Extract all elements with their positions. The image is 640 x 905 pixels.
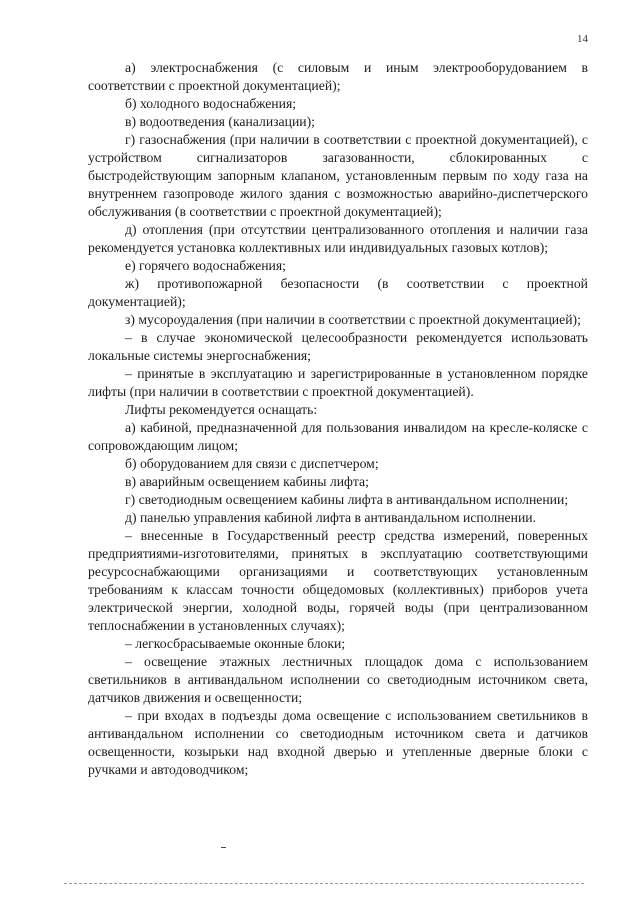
paragraph-cold-water: б) холодного водоснабжения; (125, 96, 297, 111)
paragraph-fire-safety: ж) противопожарной безопасности (в соответствии с проектной документацией); (88, 276, 588, 309)
paragraph-local-energy: – в случае экономической целесообразности рекомендуется использовать локальные системы энергоснабжения; (88, 330, 588, 363)
paragraph-hot-water: е) горячего водоснабжения; (125, 258, 286, 273)
paragraph-emergency-lighting: в) аварийным освещением кабины лифта; (125, 474, 369, 489)
paragraph-stairwell-lighting: – освещение этажных лестничных площадок дома с использованием светильников в антивандальном исполнении со светодиодным источником света, датчиков движения и освещенности; (88, 654, 588, 705)
document-body (88, 59, 588, 779)
paragraph-led-lighting: г) светодиодным освещением кабины лифта в антивандальном исполнении; (125, 492, 569, 507)
stray-mark (221, 847, 226, 848)
paragraph-dispatcher-link: б) оборудованием для связи с диспетчером; (125, 456, 379, 471)
paragraph-window-blocks: – легкосбрасываемые оконные блоки; (125, 636, 346, 651)
paragraph-elevator-equipment-heading: Лифты рекомендуется оснащать: (125, 402, 318, 417)
page-number: 14 (577, 33, 588, 45)
scan-edge-line (64, 883, 584, 884)
paragraph-metering-devices: – внесенные в Государственный реестр средства измерений, поверенных предприятиями-изготовителями, принятых в эксплуатацию соответствующими ресурсоснабжающими организациями и соответствующих установленным требованиям к классам точности общедомовых (коллективных) приборов учета электрической энергии, холодной воды, горячей воды (при централизованном теплоснабжении в установленных случаях); (88, 528, 588, 633)
paragraph-elevators: – принятые в эксплуатацию и зарегистрированные в установленном порядке лифты (при наличии в соответствии с проектной документацией). (88, 366, 588, 399)
paragraph-gas-supply: г) газоснабжения (при наличии в соответствии с проектной документацией), с устройством сигнализаторов загазованности, сблокированных с быстродействующим запорным клапаном, установленным первым по ходу газа на внутреннем газопроводе жилого здания с возможностью аварийно-диспетчерского обслуживания (в соответствии с проектной документацией); (88, 132, 588, 219)
paragraph-heating: д) отопления (при отсутствии централизованного отопления и наличии газа рекомендуется установка коллективных или индивидуальных газовых котлов); (88, 222, 588, 255)
paragraph-waste-removal: з) мусороудаления (при наличии в соответствии с проектной документацией); (125, 312, 581, 327)
paragraph-control-panel: д) панелью управления кабиной лифта в антивандальном исполнении. (125, 510, 537, 525)
paragraph-entrance-lighting: – при входах в подъезды дома освещение с использованием светильников в антивандальном исполнении со светодиодным источником света и датчиков освещенности, козырьки над входной дверью и утепленные дверные блоки с ручками и автодоводчиком; (88, 708, 588, 777)
paragraph-sewerage: в) водоотведения (канализации); (125, 114, 315, 129)
paragraph-wheelchair-cabin: а) кабиной, предназначенной для пользования инвалидом на кресле-коляске с сопровождающим лицом; (88, 420, 588, 453)
paragraph-electricity: а) электроснабжения (с силовым и иным электрооборудованием в соответствии с проектной документацией); (88, 60, 588, 93)
